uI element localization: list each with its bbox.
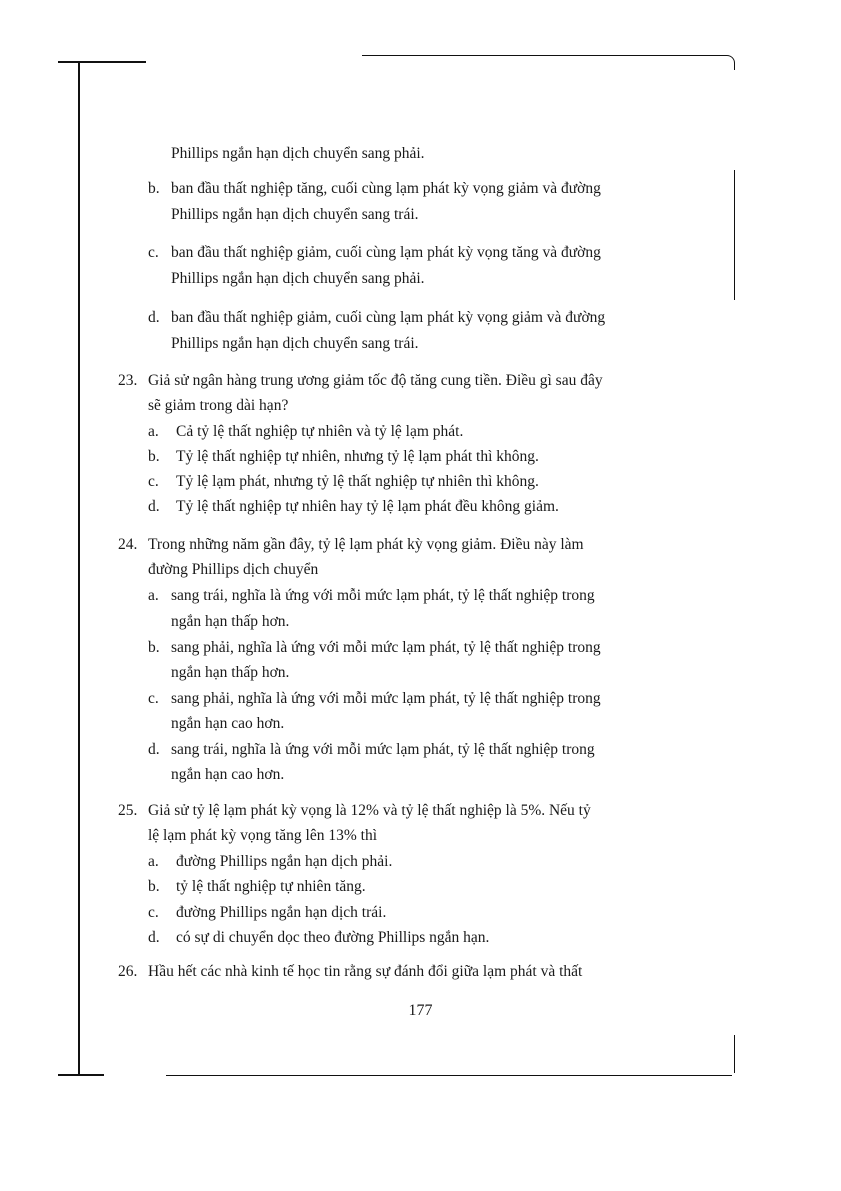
q24-option-c-line1: sang phải, nghĩa là ứng với mỗi mức lạm phát, tỷ lệ thất nghiệp trong [171,690,601,707]
q23-option-a-text: Cả tỷ lệ thất nghiệp tự nhiên và tỷ lệ lạm phát. [176,423,464,440]
q24-option-d-label: d. [148,741,160,758]
q24-option-c-label: c. [148,690,159,707]
q26-stem-line1: Hầu hết các nhà kinh tế học tin rằng sự đánh đổi giữa lạm phát và thất [148,963,583,980]
q22-option-d-line2: Phillips ngắn hạn dịch chuyển sang trái. [171,335,419,352]
q25-stem-line1: Giả sử tỷ lệ lạm phát kỳ vọng là 12% và tỷ lệ thất nghiệp là 5%. Nếu tỷ [148,802,591,819]
q23-option-c-text: Tỷ lệ lạm phát, nhưng tỷ lệ thất nghiệp tự nhiên thì không. [176,473,539,490]
q25-option-c-label: c. [148,904,159,921]
q25-option-d-label: d. [148,929,160,946]
q22-option-d-label: d. [148,309,160,326]
q24-option-b-label: b. [148,639,160,656]
q24-option-d-line1: sang trái, nghĩa là ứng với mỗi mức lạm phát, tỷ lệ thất nghiệp trong [171,741,595,758]
q25-number: 25. [118,802,138,819]
q22-option-b-line2: Phillips ngắn hạn dịch chuyển sang trái. [171,206,419,223]
q22-option-c-line2: Phillips ngắn hạn dịch chuyển sang phải. [171,270,425,287]
q23-option-d-text: Tỷ lệ thất nghiệp tự nhiên hay tỷ lệ lạm phát đều không giảm. [176,498,559,515]
q26-number: 26. [118,963,138,980]
q24-option-b-line1: sang phải, nghĩa là ứng với mỗi mức lạm phát, tỷ lệ thất nghiệp trong [171,639,601,656]
q25-option-d-text: có sự di chuyển dọc theo đường Phillips ngắn hạn. [176,929,490,946]
q25-option-a-label: a. [148,853,159,870]
q24-stem-line1: Trong những năm gần đây, tỷ lệ lạm phát kỳ vọng giảm. Điều này làm [148,536,584,553]
q24-number: 24. [118,536,138,553]
q25-option-a-text: đường Phillips ngắn hạn dịch phải. [176,853,393,870]
q25-option-b-text: tỷ lệ thất nghiệp tự nhiên tăng. [176,878,366,895]
q24-stem-line2: đường Phillips dịch chuyển [148,561,319,578]
q23-option-b-label: b. [148,448,160,465]
q23-stem-line2: sẽ giảm trong dài hạn? [148,397,289,414]
q24-option-d-line2: ngắn hạn cao hơn. [171,766,285,783]
q24-option-a-label: a. [148,587,159,604]
q22-option-b-line1: ban đầu thất nghiệp tăng, cuối cùng lạm phát kỳ vọng giảm và đường [171,180,601,197]
q22-option-b-label: b. [148,180,160,197]
q25-option-b-label: b. [148,878,160,895]
q24-option-c-line2: ngắn hạn cao hơn. [171,715,285,732]
q24-option-a-line1: sang trái, nghĩa là ứng với mỗi mức lạm phát, tỷ lệ thất nghiệp trong [171,587,595,604]
q22-option-a-tail: Phillips ngắn hạn dịch chuyển sang phải. [171,145,425,162]
q22-option-d-line1: ban đầu thất nghiệp giảm, cuối cùng lạm phát kỳ vọng giảm và đường [171,309,606,326]
page-number: 177 [408,1002,433,1019]
q24-option-a-line2: ngắn hạn thấp hơn. [171,613,290,630]
q23-number: 23. [118,372,138,389]
q23-option-d-label: d. [148,498,160,515]
q23-option-a-label: a. [148,423,159,440]
q23-stem-line1: Giả sử ngân hàng trung ương giảm tốc độ tăng cung tiền. Điều gì sau đây [148,372,603,389]
q22-option-c-label: c. [148,244,159,261]
q25-option-c-text: đường Phillips ngắn hạn dịch trái. [176,904,387,921]
q23-option-c-label: c. [148,473,159,490]
q23-option-b-text: Tỷ lệ thất nghiệp tự nhiên, nhưng tỷ lệ lạm phát thì không. [176,448,539,465]
q22-option-c-line1: ban đầu thất nghiệp giảm, cuối cùng lạm phát kỳ vọng tăng và đường [171,244,601,261]
q24-option-b-line2: ngắn hạn thấp hơn. [171,664,290,681]
q25-stem-line2: lệ lạm phát kỳ vọng tăng lên 13% thì [148,827,378,844]
